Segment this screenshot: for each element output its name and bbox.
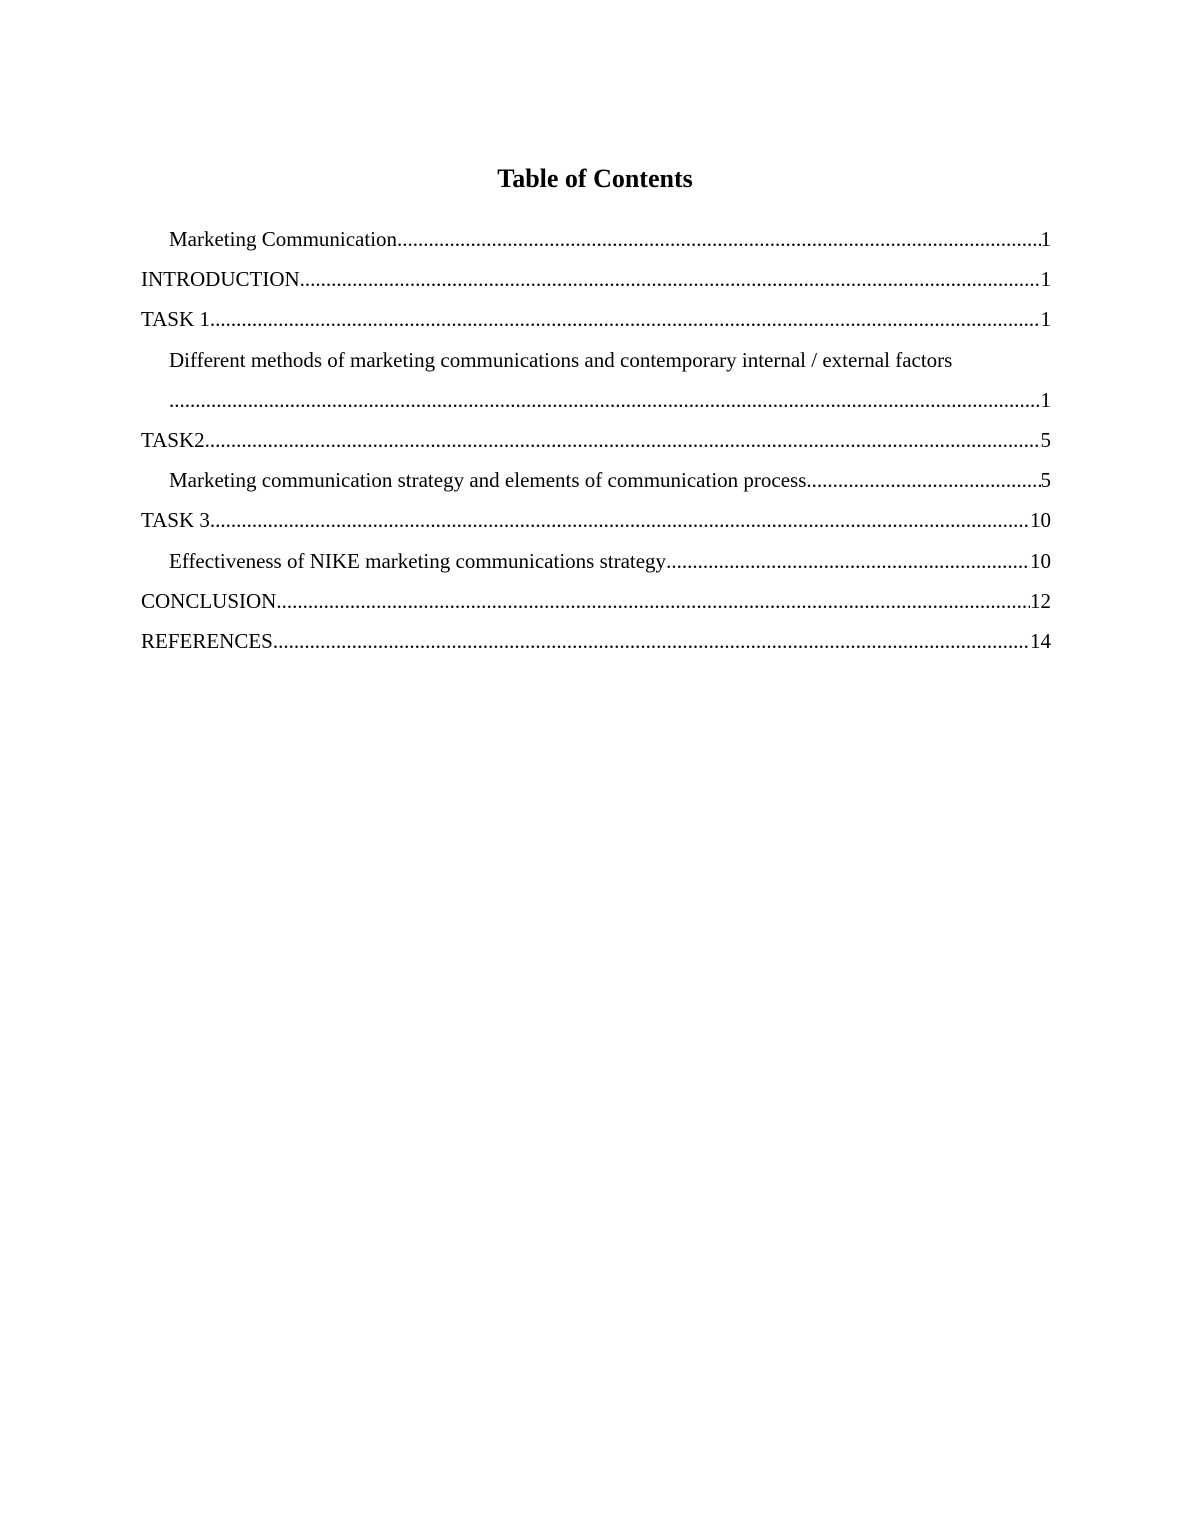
toc-entry-title: REFERENCES bbox=[141, 629, 273, 654]
toc-leader-dots bbox=[169, 380, 1041, 420]
toc-entry-page: 1 bbox=[1040, 387, 1051, 412]
toc-entry-effectiveness-nike[interactable] bbox=[141, 541, 1051, 581]
toc-list bbox=[141, 219, 1051, 661]
toc-entry-different-methods[interactable] bbox=[141, 340, 1051, 420]
toc-entry-page: 5 bbox=[1040, 428, 1051, 453]
toc-entry-task-3[interactable] bbox=[141, 500, 1051, 540]
toc-entry-marketing-strategy[interactable] bbox=[141, 460, 1051, 500]
toc-entry-title: TASK2 bbox=[141, 428, 205, 453]
toc-entry-references[interactable] bbox=[141, 621, 1051, 661]
toc-entry-page: 5 bbox=[1040, 468, 1051, 493]
toc-entry-page: 10 bbox=[1030, 508, 1051, 533]
toc-entry-title: Marketing Communication bbox=[169, 227, 398, 251]
toc-entry-title: INTRODUCTION bbox=[141, 267, 300, 292]
toc-entry-title: TASK 1 bbox=[141, 307, 210, 332]
toc-entry-page: 1 bbox=[1040, 307, 1051, 332]
toc-leader-dots bbox=[666, 541, 1030, 581]
toc-entry-title: CONCLUSION bbox=[141, 588, 277, 613]
toc-title: Table of Contents bbox=[497, 164, 693, 193]
toc-leader-dots bbox=[276, 581, 1030, 621]
toc-entry-page: 12 bbox=[1030, 588, 1051, 613]
toc-entry-title: TASK 3 bbox=[141, 508, 210, 533]
toc-leader-dots bbox=[210, 500, 1030, 540]
toc-entry-title: Marketing communication strategy and elements of communication process bbox=[169, 468, 807, 493]
toc-entry-task-1[interactable] bbox=[141, 299, 1051, 339]
toc-entry-title: Different methods of marketing communications and contemporary internal / external factors bbox=[169, 347, 953, 372]
toc-entry-page: 10 bbox=[1030, 548, 1051, 573]
toc-leader-dots bbox=[210, 299, 1041, 339]
toc-leader-dots bbox=[397, 219, 1040, 259]
toc-entry-conclusion[interactable] bbox=[141, 581, 1051, 621]
toc-entry-page: 14 bbox=[1030, 629, 1051, 654]
toc-entry-marketing-communication[interactable] bbox=[141, 219, 1051, 259]
toc-leader-dots bbox=[205, 420, 1041, 460]
toc-entry-title: Effectiveness of NIKE marketing communications strategy bbox=[169, 548, 667, 573]
toc-entry-page: 1 bbox=[1040, 227, 1051, 251]
toc-leader-dots bbox=[273, 621, 1030, 661]
toc-leader-dots bbox=[300, 259, 1041, 299]
toc-entry-task2[interactable] bbox=[141, 420, 1051, 460]
toc-leader-dots bbox=[806, 460, 1040, 500]
toc-entry-introduction[interactable] bbox=[141, 259, 1051, 299]
toc-entry-page: 1 bbox=[1040, 267, 1051, 292]
